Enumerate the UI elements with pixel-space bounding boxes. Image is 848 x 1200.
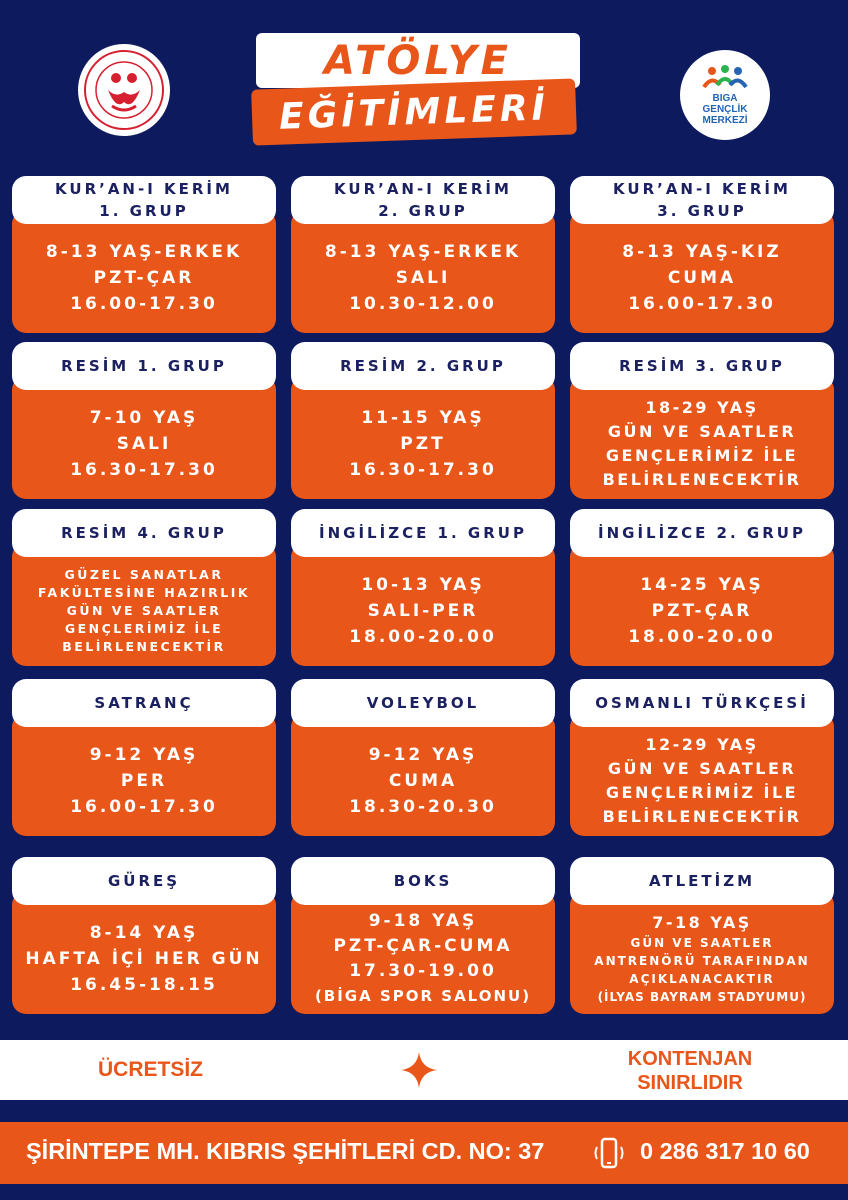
workshop-card — [291, 857, 555, 1014]
card-detail-line: AÇIKLANACAKTIR — [629, 971, 775, 986]
card-details — [570, 376, 834, 499]
card-title — [12, 509, 276, 557]
card-title-line: RESİM 2. GRUP — [340, 357, 506, 375]
card-detail-line: (İLYAS BAYRAM STADYUMU) — [597, 989, 807, 1004]
workshop-card — [12, 679, 276, 836]
card-detail-line: 16.30-17.30 — [70, 459, 218, 480]
card-title — [570, 509, 834, 557]
card-detail-line: BELİRLENECEKTİR — [62, 638, 226, 654]
card-detail-line: SALI-PER — [367, 600, 479, 621]
logo-line-3: MERKEZİ — [702, 114, 748, 126]
card-detail-line: (BİGA SPOR SALONU) — [314, 986, 532, 1005]
card-detail-line: 12-29 YAŞ — [645, 734, 759, 754]
phone-icon — [590, 1134, 628, 1172]
card-detail-line: 18.30-20.30 — [349, 796, 497, 817]
card-title-line: RESİM 3. GRUP — [619, 357, 785, 375]
card-title-line: RESİM 4. GRUP — [61, 524, 227, 542]
card-detail-line: 10-13 YAŞ — [361, 574, 485, 595]
card-details — [12, 713, 276, 836]
card-detail-line: 7-10 YAŞ — [89, 407, 199, 428]
quota-label — [570, 1047, 810, 1095]
card-detail-line: 16.00-17.30 — [628, 293, 776, 314]
card-title — [570, 176, 834, 224]
card-title-line: SATRANÇ — [94, 694, 194, 712]
card-title — [291, 857, 555, 905]
card-detail-line: 16.00-17.30 — [70, 796, 218, 817]
card-detail-line: HAFTA İÇİ HER GÜN — [25, 948, 263, 969]
page-title-line-1: ATÖLYE — [324, 37, 512, 84]
card-detail-line: GÜN VE SAATLER — [607, 421, 797, 441]
card-details — [291, 891, 555, 1014]
card-detail-line: CUMA — [388, 770, 458, 791]
card-detail-line: GÜN VE SAATLER — [630, 935, 774, 950]
workshop-card — [291, 679, 555, 836]
card-detail-line: 17.30-19.00 — [349, 960, 497, 981]
quota-line: SINIRLIDIR — [637, 1072, 743, 1094]
workshop-card — [12, 176, 276, 333]
workshop-card — [570, 679, 834, 836]
title-banner-bottom — [251, 78, 577, 145]
card-detail-line: 8-13 YAŞ-ERKEK — [324, 241, 522, 262]
card-detail-line: PER — [120, 770, 168, 791]
card-detail-line: PZT-ÇAR-CUMA — [333, 935, 513, 956]
card-details — [291, 376, 555, 499]
card-details — [291, 543, 555, 666]
card-title — [291, 679, 555, 727]
card-detail-line: FAKÜLTESİNE HAZIRLIK — [37, 584, 251, 600]
free-label: ÜCRETSİZ — [98, 1058, 203, 1081]
card-title-line: 1. GRUP — [99, 202, 189, 220]
card-title — [570, 679, 834, 727]
card-title — [12, 342, 276, 390]
phone-number: 0 286 317 10 60 — [640, 1138, 810, 1164]
card-detail-line: SALI — [116, 433, 172, 454]
card-detail-line: PZT-ÇAR — [93, 267, 195, 288]
card-detail-line: SALI — [395, 267, 451, 288]
card-details — [570, 210, 834, 333]
card-detail-line: BELİRLENECEKTİR — [602, 469, 802, 489]
workshop-card — [570, 509, 834, 666]
logo-line-2: GENÇLİK — [702, 103, 748, 115]
card-details — [291, 210, 555, 333]
card-details — [12, 543, 276, 666]
card-detail-line: ANTRENÖRÜ TARAFINDAN — [594, 953, 810, 968]
card-detail-line: 16.00-17.30 — [70, 293, 218, 314]
card-details — [570, 543, 834, 666]
card-title-line: 2. GRUP — [378, 202, 468, 220]
card-title-line: KUR’AN-I KERİM — [613, 180, 791, 198]
footer-bar — [0, 1122, 848, 1184]
card-detail-line: BELİRLENECEKTİR — [602, 806, 802, 826]
card-detail-line: 16.45-18.15 — [70, 974, 218, 995]
card-detail-line: GÜZEL SANATLAR — [64, 566, 224, 582]
biga-youth-center-logo — [680, 50, 770, 140]
card-details — [291, 713, 555, 836]
card-detail-line: 8-14 YAŞ — [89, 922, 199, 943]
card-detail-line: CUMA — [667, 267, 737, 288]
workshop-card — [12, 857, 276, 1014]
card-detail-line: 7-18 YAŞ — [652, 912, 752, 932]
address-text: ŞİRİNTEPE MH. KIBRIS ŞEHİTLERİ CD. NO: 37 — [26, 1138, 545, 1164]
quota-line: KONTENJAN — [627, 1048, 753, 1070]
ministry-logo — [78, 44, 170, 136]
card-detail-line: GÜN VE SAATLER — [607, 758, 797, 778]
card-title-line: KUR’AN-I KERİM — [334, 180, 512, 198]
workshop-card — [570, 176, 834, 333]
info-band — [0, 1040, 848, 1100]
workshop-card — [570, 342, 834, 499]
logo-line-1: BIGA — [712, 92, 738, 104]
card-detail-line: 8-13 YAŞ-KIZ — [622, 241, 782, 262]
card-detail-line: 18.00-20.00 — [628, 626, 776, 647]
card-title-line: ATLETİZM — [648, 872, 756, 890]
card-detail-line: GENÇLERİMİZ İLE — [64, 620, 224, 636]
card-title — [570, 342, 834, 390]
card-detail-line: 11-15 YAŞ — [361, 407, 485, 428]
card-detail-line: PZT-ÇAR — [651, 600, 753, 621]
card-title-line: BOKS — [393, 872, 453, 890]
page-title-line-2: EĞİTİMLERİ — [278, 86, 550, 138]
card-title — [570, 857, 834, 905]
card-title-line: İNGİLİZCE 1. GRUP — [319, 524, 527, 542]
card-detail-line: 10.30-12.00 — [349, 293, 497, 314]
workshop-card — [570, 857, 834, 1014]
card-title-line: VOLEYBOL — [366, 694, 480, 712]
card-title-line: OSMANLI TÜRKÇESİ — [595, 694, 809, 712]
card-title — [12, 857, 276, 905]
card-detail-line: GENÇLERİMİZ İLE — [605, 445, 799, 465]
card-title-line: KUR’AN-I KERİM — [55, 180, 233, 198]
card-title — [12, 176, 276, 224]
card-detail-line: 18-29 YAŞ — [645, 397, 759, 417]
card-detail-line: GÜN VE SAATLER — [66, 602, 222, 618]
card-title — [291, 176, 555, 224]
card-detail-line: 18.00-20.00 — [349, 626, 497, 647]
card-title — [291, 342, 555, 390]
sparkle-star-icon — [400, 1051, 438, 1089]
card-title-line: RESİM 1. GRUP — [61, 357, 227, 375]
card-detail-line: 9-12 YAŞ — [89, 744, 199, 765]
card-details — [570, 891, 834, 1014]
card-detail-line: GENÇLERİMİZ İLE — [605, 782, 799, 802]
ministry-emblem-icon — [82, 48, 166, 132]
card-details — [12, 376, 276, 499]
people-icon — [700, 65, 750, 93]
card-title — [291, 509, 555, 557]
card-title-line: 3. GRUP — [657, 202, 747, 220]
card-detail-line: 16.30-17.30 — [349, 459, 497, 480]
workshop-card — [12, 342, 276, 499]
card-detail-line: PZT — [400, 433, 446, 454]
card-title-line: GÜREŞ — [107, 872, 181, 890]
card-detail-line: 9-18 YAŞ — [368, 910, 478, 931]
card-details — [570, 713, 834, 836]
card-details — [12, 210, 276, 333]
workshop-card — [12, 509, 276, 666]
card-detail-line: 8-13 YAŞ-ERKEK — [45, 241, 243, 262]
card-details — [12, 891, 276, 1014]
workshop-card — [291, 176, 555, 333]
card-title — [12, 679, 276, 727]
card-detail-line: 14-25 YAŞ — [640, 574, 764, 595]
workshop-card — [291, 509, 555, 666]
workshop-card — [291, 342, 555, 499]
card-detail-line: 9-12 YAŞ — [368, 744, 478, 765]
card-title-line: İNGİLİZCE 2. GRUP — [598, 524, 806, 542]
